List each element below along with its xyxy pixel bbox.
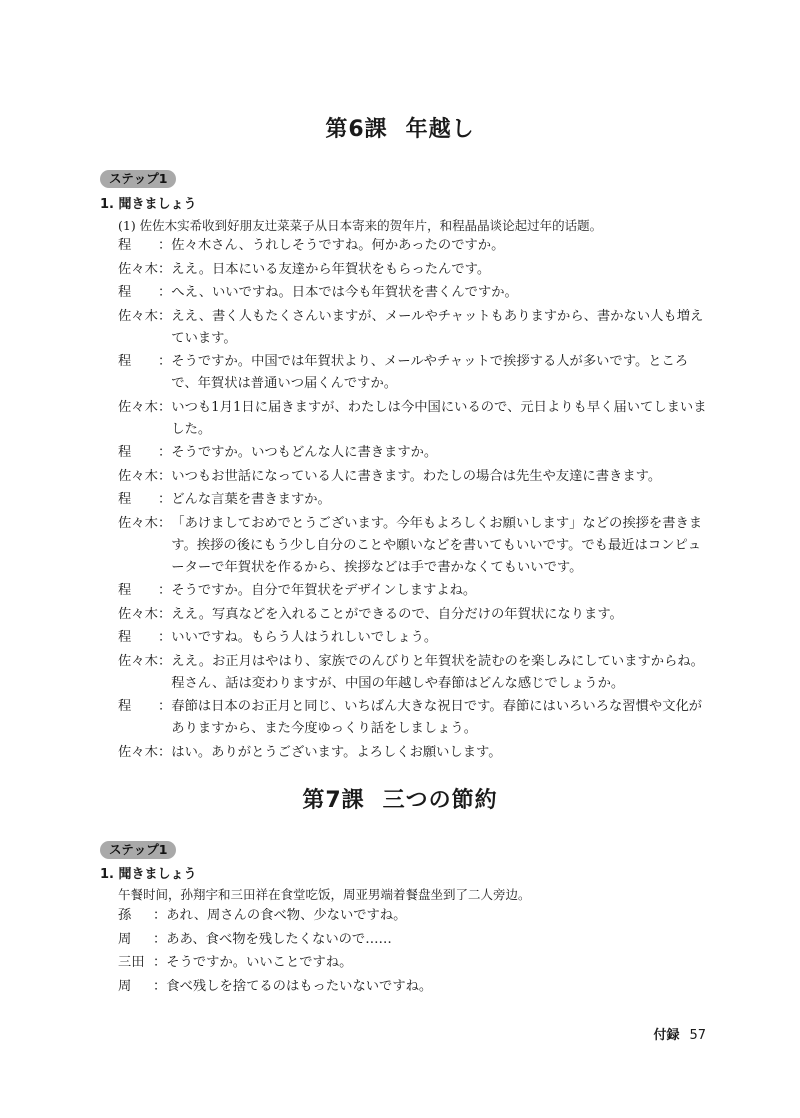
- speaker-colon: ：: [158, 699, 172, 714]
- dialogue-text: 食べ残しを捨てるのはもったいないですね。: [166, 978, 433, 994]
- dialogue-line: [118, 466, 708, 488]
- dialogue-line: [118, 976, 708, 998]
- speaker-name: 周: [118, 931, 132, 947]
- dialogue-text: いつも1月1日に届きますが、わたしは今中国にいるので、元日よりも早く届いてしまいました。: [171, 399, 707, 437]
- dialogue-text: 「あけましておめでとうございます。今年もよろしくお願いします」などの挨拶を書きます。挨拶の後にもう少し自分のことや願いなどを書いてもいいです。でも最近はコンピューターで年賀状を作るから、挨拶などは手で書かなくてもいいです。: [171, 515, 703, 575]
- dialogue-text: どんな言葉を書きますか。: [171, 492, 331, 507]
- lesson-7-step-badge: ステップ1: [100, 841, 176, 859]
- dialogue-text: ええ。写真などを入れることができるので、自分だけの年賀状になります。: [171, 606, 623, 622]
- dialogue-text: いつもお世話になっている人に書きます。わたしの場合は先生や友達に書きます。: [171, 468, 662, 484]
- speaker-name: 周: [118, 978, 132, 994]
- dialogue-line: [118, 306, 708, 350]
- speaker-name: 程: [118, 445, 132, 460]
- speaker-name: 程: [118, 354, 132, 369]
- speaker-colon: ：: [158, 308, 172, 324]
- page-number: 57: [689, 1028, 706, 1043]
- dialogue-line: [118, 235, 708, 257]
- speaker-colon: ：: [158, 468, 172, 484]
- speaker-colon: ：: [158, 583, 172, 598]
- speaker-colon: ：: [158, 261, 172, 277]
- lesson-6-title: [0, 112, 800, 143]
- speaker-colon: ：: [153, 978, 167, 994]
- dialogue-text: へえ、いいですね。日本では今も年賀状を書くんですか。: [171, 285, 518, 300]
- dialogue-text: あれ、周さんの食べ物、少ないですね。: [166, 908, 407, 923]
- dialogue-text: ええ、書く人もたくさんいますが、メールやチャットもありますから、書かない人も増えています。: [171, 308, 704, 346]
- speaker-name: 程: [118, 699, 132, 714]
- speaker-name: 程: [118, 285, 132, 300]
- lesson-7-section-heading: 1. 聞きましょう: [100, 867, 197, 882]
- dialogue-text: ああ、食べ物を残したくないので……: [166, 931, 392, 947]
- dialogue-line: [118, 604, 708, 626]
- page-footer: [653, 1024, 706, 1043]
- speaker-name: 佐々木: [118, 261, 158, 277]
- dialogue-text: そうですか。いつもどんな人に書きますか。: [171, 445, 438, 460]
- lesson-7-intro: 午餐时间，孙翔宇和三田祥在食堂吃饭，周亚男端着餐盘坐到了二人旁边。: [118, 887, 531, 902]
- lesson-6-dialogue: [118, 235, 708, 765]
- speaker-name: 佐々木: [118, 308, 158, 324]
- speaker-colon: ：: [158, 653, 172, 669]
- dialogue-text: ええ。日本にいる友達から年賀状をもらったんです。: [171, 261, 491, 277]
- lesson-7-dialogue: [118, 905, 708, 999]
- dialogue-text: いいですね。もらう人はうれしいでしょう。: [171, 630, 438, 645]
- speaker-colon: ：: [158, 630, 172, 645]
- lesson-6-name: 年越し: [405, 117, 475, 142]
- dialogue-line: [118, 651, 708, 695]
- speaker-name: 程: [118, 630, 132, 645]
- speaker-name: 佐々木: [118, 515, 158, 531]
- lesson-7-title: [0, 783, 800, 814]
- speaker-colon: ：: [158, 606, 172, 622]
- dialogue-line: [118, 905, 708, 927]
- speaker-colon: ：: [153, 908, 167, 923]
- speaker-colon: ：: [153, 931, 167, 947]
- dialogue-line: [118, 259, 708, 281]
- appendix-label: 付録: [653, 1028, 680, 1043]
- lesson-6-step-badge: ステップ1: [100, 170, 176, 188]
- speaker-name: 佐々木: [118, 744, 158, 760]
- dialogue-line: [118, 489, 708, 511]
- speaker-name: 三田: [118, 955, 145, 970]
- speaker-colon: ：: [158, 515, 172, 531]
- lesson-6-number: 第6課: [325, 117, 388, 142]
- speaker-colon: ：: [158, 238, 172, 253]
- lesson-6-intro: (1) 佐佐木实希收到好朋友辻菜菜子从日本寄来的贺年片，和程晶晶谈论起过年的话题。: [118, 218, 603, 233]
- speaker-colon: ：: [158, 445, 172, 460]
- dialogue-line: [118, 580, 708, 602]
- lesson-7-number: 第7課: [302, 788, 365, 813]
- dialogue-text: そうですか。自分で年賀状をデザインしますよね。: [171, 583, 477, 598]
- dialogue-text: ええ。お正月はやはり、家族でのんびりと年賀状を読むのを楽しみにしていますからね。程さん、話は変わりますが、中国の年越しや春節はどんな感じでしょうか。: [171, 653, 704, 691]
- speaker-name: 孫: [118, 908, 132, 923]
- dialogue-text: はい。ありがとうございます。よろしくお願いします。: [171, 744, 502, 760]
- dialogue-text: 佐々木さん、うれしそうですね。何かあったのですか。: [171, 238, 505, 253]
- dialogue-text: そうですか。いいことですね。: [166, 955, 353, 970]
- speaker-name: 佐々木: [118, 653, 158, 669]
- speaker-colon: ：: [158, 492, 172, 507]
- speaker-colon: ：: [158, 744, 172, 760]
- dialogue-line: [118, 282, 708, 304]
- dialogue-text: 春節は日本のお正月と同じ、いちばん大きな祝日です。春節にはいろいろな習慣や文化がありますから、また今度ゆっくり話をしましょう。: [171, 699, 703, 736]
- dialogue-line: [118, 351, 708, 395]
- speaker-name: 佐々木: [118, 399, 158, 415]
- dialogue-line: [118, 929, 708, 951]
- lesson-6-section-heading: 1. 聞きましょう: [100, 197, 197, 212]
- dialogue-line: [118, 397, 708, 441]
- speaker-name: 佐々木: [118, 606, 158, 622]
- dialogue-line: [118, 513, 708, 579]
- dialogue-text: そうですか。中国では年賀状より、メールやチャットで挨拶する人が多いです。ところで、年賀状は普通いつ届くんですか。: [171, 354, 689, 391]
- dialogue-line: [118, 442, 708, 464]
- speaker-name: 程: [118, 492, 132, 507]
- speaker-name: 佐々木: [118, 468, 158, 484]
- speaker-colon: ：: [158, 399, 172, 415]
- lesson-7-name: 三つの節約: [382, 788, 498, 813]
- speaker-colon: ：: [158, 354, 172, 369]
- speaker-colon: ：: [158, 285, 172, 300]
- speaker-name: 程: [118, 238, 132, 253]
- dialogue-line: [118, 696, 708, 740]
- dialogue-line: [118, 742, 708, 764]
- speaker-name: 程: [118, 583, 132, 598]
- dialogue-line: [118, 627, 708, 649]
- speaker-colon: ：: [153, 955, 167, 970]
- dialogue-line: [118, 952, 708, 974]
